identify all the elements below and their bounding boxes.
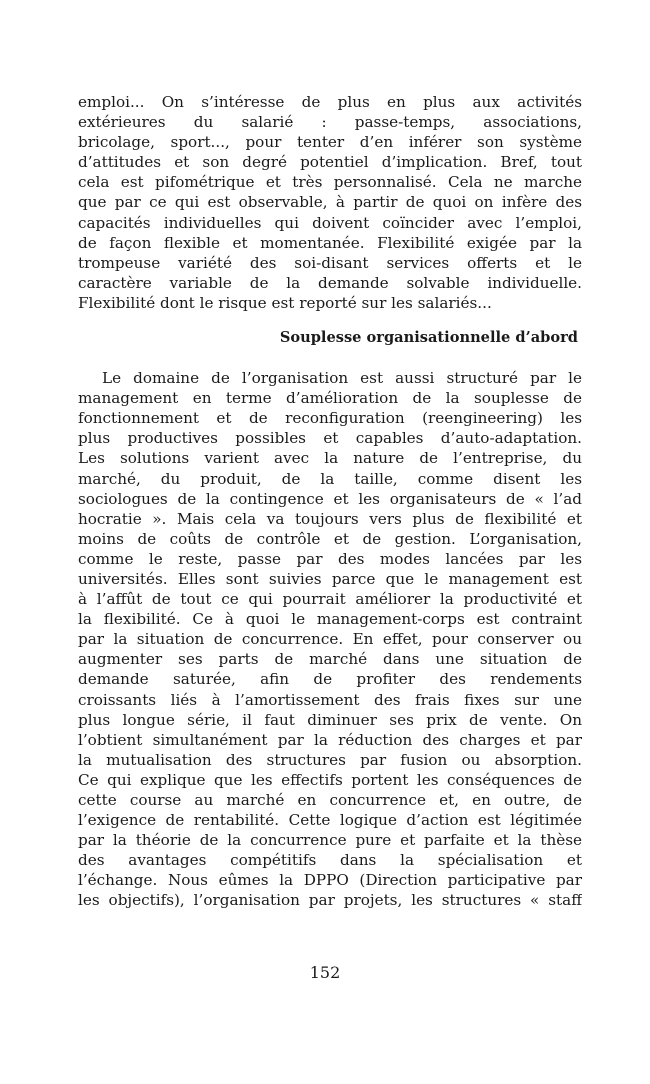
text-line: plus productives possibles et capables d’auto-adaptation. xyxy=(78,429,582,448)
text-line: extérieures du salarié : passe-temps, associations, xyxy=(78,113,582,132)
text-line: augmenter ses parts de marché dans une situation de xyxy=(78,650,582,669)
text-line: capacités individuelles qui doivent coïncider avec l’emploi, xyxy=(78,213,582,232)
text-line: emploi... On s’intéresse de plus en plus aux activités xyxy=(78,93,582,111)
page-body xyxy=(78,92,582,911)
text-line: Le domaine de l’organisation est aussi structuré par le xyxy=(102,369,582,388)
text-line: Flexibilité dont le risque est reporté sur les salariés... xyxy=(78,293,492,312)
text-line: management en terme d’amélioration de la souplesse de xyxy=(78,389,582,408)
text-line: demande saturée, afin de profiter des rendements xyxy=(78,670,582,689)
text-line: par la situation de concurrence. En effet, pour conserver ou xyxy=(78,630,582,649)
text-line: par la théorie de la concurrence pure et parfaite et la thèse xyxy=(78,831,582,850)
section-heading: Souplesse organisationnelle d’abord xyxy=(279,329,578,347)
text-line: la flexibilité. Ce à quoi le management-corps est contraint xyxy=(78,610,582,629)
text-line: sociologues de la contingence et les organisateurs de « l’ad xyxy=(78,489,582,508)
text-line: hocratie ». Mais cela va toujours vers plus de flexibilité et xyxy=(78,509,582,528)
text-line: de façon flexible et momentanée. Flexibilité exigée par la xyxy=(78,233,582,252)
text-line: marché, du produit, de la taille, comme disent les xyxy=(78,469,582,488)
text-line: fonctionnement et de reconfiguration (reengineering) les xyxy=(78,409,582,428)
text-line: Les solutions varient avec la nature de l’entreprise, du xyxy=(78,449,582,468)
text-line: les objectifs), l’organisation par projets, les structures « staff xyxy=(78,891,582,910)
text-line: plus longue série, il faut diminuer ses prix de vente. On xyxy=(78,710,582,729)
text-line: l’échange. Nous eûmes la DPPO (Direction participative par xyxy=(78,871,582,890)
text-line: la mutualisation des structures par fusion ou absorption. xyxy=(78,750,582,769)
text-line: trompeuse variété des soi-disant services offerts et le xyxy=(78,253,582,272)
text-line: Ce qui explique que les effectifs portent les conséquences de xyxy=(78,770,582,789)
text-line: moins de coûts de contrôle et de gestion. L’organisation, xyxy=(78,529,582,548)
text-line: cette course au marché en concurrence et, en outre, de xyxy=(78,791,582,809)
paragraph-2 xyxy=(78,368,582,911)
text-line: universités. Elles sont suivies parce que le management est xyxy=(78,569,582,588)
text-line: croissants liés à l’amortissement des frais fixes sur une xyxy=(78,690,582,709)
text-line: caractère variable de la demande solvable individuelle. xyxy=(78,273,582,292)
text-line: des avantages compétitifs dans la spécialisation et xyxy=(78,851,582,870)
text-line: l’exigence de rentabilité. Cette logique d’action est légitimée xyxy=(78,811,582,830)
text-line: d’attitudes et son degré potentiel d’implication. Bref, tout xyxy=(78,153,582,172)
text-line: que par ce qui est observable, à partir de quoi on infère des xyxy=(78,193,582,212)
text-line: bricolage, sport..., pour tenter d’en inférer son système xyxy=(78,133,582,152)
page-number: 152 xyxy=(309,963,341,982)
text-line: à l’affût de tout ce qui pourrait améliorer la productivité et xyxy=(78,590,582,609)
paragraph-1 xyxy=(78,92,582,313)
text-line: l’obtient simultanément par la réduction des charges et par xyxy=(78,730,582,749)
text-line: cela est pifométrique et très personnalisé. Cela ne marche xyxy=(78,173,582,192)
text-line: comme le reste, passe par des modes lancées par les xyxy=(78,549,582,568)
